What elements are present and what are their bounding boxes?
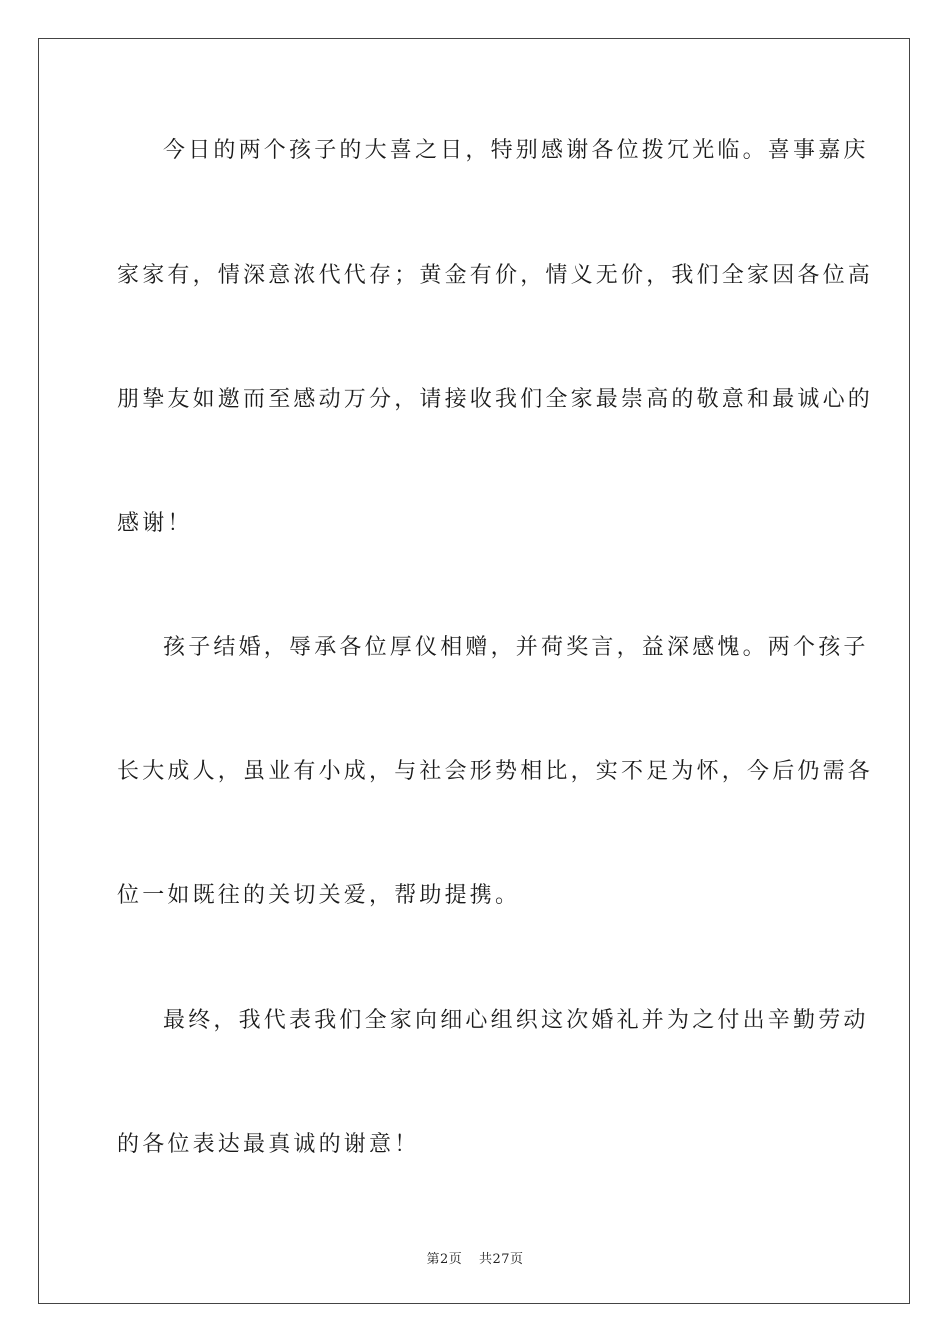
page-border [38, 38, 910, 1304]
paragraph-3-line-2: 的各位表达最真诚的谢意！ [117, 1132, 420, 1157]
paragraph-1-line-2: 家家有，情深意浓代代存；黄金有价，情义无价，我们全家因各位高 [117, 263, 874, 288]
paragraph-1-line-1: 今日的两个孩子的大喜之日，特别感谢各位拨冗光临。喜事嘉庆 [163, 138, 869, 163]
paragraph-3-line-1: 最终，我代表我们全家向细心组织这次婚礼并为之付出辛勤劳动 [163, 1008, 869, 1033]
page-footer [0, 1248, 950, 1267]
page-total: 共27页 [478, 1252, 524, 1267]
paragraph-2-line-3: 位一如既往的关切关爱，帮助提携。 [117, 883, 521, 908]
paragraph-1-line-3: 朋挚友如邀而至感动万分，请接收我们全家最崇高的敬意和最诚心的 [117, 387, 874, 412]
paragraph-1-line-4: 感谢！ [117, 511, 193, 536]
page-number: 第2页 [426, 1252, 463, 1267]
paragraph-2-line-1: 孩子结婚，辱承各位厚仪相赠，并荷奖言，益深感愧。两个孩子 [163, 635, 869, 660]
paragraph-2-line-2: 长大成人，虽业有小成，与社会形势相比，实不足为怀，今后仍需各 [117, 759, 874, 784]
